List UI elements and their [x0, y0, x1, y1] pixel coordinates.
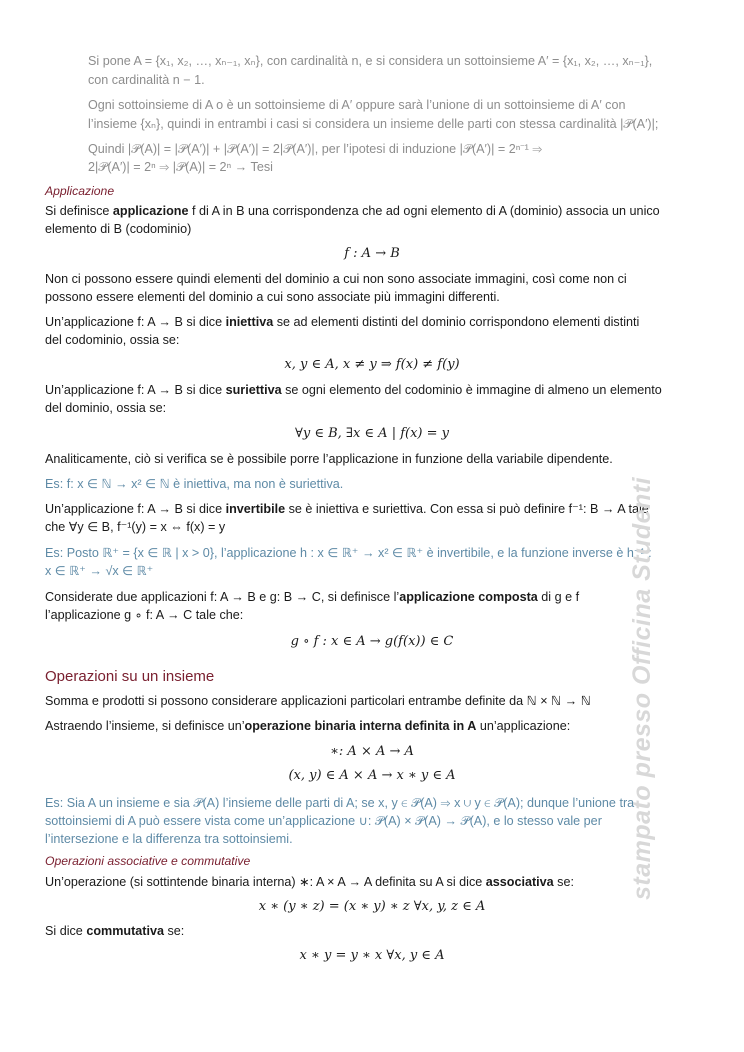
formula: (x, y) ∈ A × A → x ∗ y ∈ A — [288, 768, 456, 783]
paragraph-line: possono essere elementi del dominio a cui sono associate più immagini differenti. — [45, 290, 500, 304]
example-line: Es: Posto ℝ⁺ = {x ∈ ℝ | x > 0}, l’applicazione h : x ∈ ℝ⁺ → x² ∈ ℝ⁺ è invertibile, e la funzione inverse è h⁻¹ : — [45, 546, 652, 560]
definition-line: Si definisce applicazione f di A in B una corrispondenza che ad ogni elemento di A (dominio) associa un unico — [45, 204, 660, 218]
invertible-line: Un’applicazione f: A → B si dice invertibile se è iniettiva e suriettiva. Con essa si può definire f⁻¹: B → A tale — [45, 502, 649, 516]
surjective-line: del dominio, ossia se: — [45, 401, 167, 415]
paragraph-line: Somma e prodotti si possono considerare applicazioni particolari entrambe definite da ℕ × ℕ → ℕ — [45, 694, 591, 708]
intro-line: l’insieme {xₙ}, quindi in entrambi i casi si considera un insieme delle parti con stessa cardinalità |𝒫(A′)|; — [88, 117, 659, 131]
example-line: Es: Sia A un insieme e sia 𝒫(A) l’insieme delle parti di A; se x, y ∈ 𝒫(A) ⇒ x ∪ y ∈ 𝒫(A); dunque l’unione tra — [45, 796, 635, 810]
formula: g ∘ f : x ∈ A → g(f(x)) ∈ C — [290, 634, 454, 649]
paragraph-line: Astraendo l’insieme, si definisce un’operazione binaria interna definita in A un’applicazione: — [45, 719, 571, 733]
intro-line: Quindi |𝒫(A)| = |𝒫(A′)| + |𝒫(A′)| = 2|𝒫(A′)|, per l’ipotesi di induzione |𝒫(A′)| = 2ⁿ⁻¹ ⇒ — [88, 142, 543, 156]
intro-line: 2|𝒫(A′)| = 2ⁿ ⇒ |𝒫(A)| = 2ⁿ → Tesi — [88, 160, 273, 174]
watermark: stampato presso Officina Studenti — [628, 476, 656, 900]
surjective-line: Un’applicazione f: A → B si dice suriettiva se ogni elemento del codominio è immagine di almeno un elemento — [45, 383, 662, 397]
intro-line: Ogni sottoinsieme di A o è un sottoinsieme di A′ oppure sarà l’unione di un sottoinsieme di A′ con — [88, 98, 626, 112]
formula: x ∗ y = y ∗ x ∀x, y ∈ A — [299, 948, 445, 963]
associative-line: Un’operazione (si sottintende binaria interna) ∗: A × A → A definita su A si dice associativa se: — [45, 875, 574, 889]
paragraph-line: Analiticamente, ciò si verifica se è possibile porre l’applicazione in funzione della variabile dipendente. — [45, 452, 613, 466]
section-heading-operazioni: Operazioni su un insieme — [45, 668, 215, 685]
example-line: x ∈ ℝ⁺ → √x ∈ ℝ⁺ — [45, 564, 154, 578]
formula: x ∗ (y ∗ z) = (x ∗ y) ∗ z ∀x, y, z ∈ A — [258, 899, 486, 914]
section-heading-applicazione: Applicazione — [45, 184, 115, 198]
example-line: sottoinsiemi di A può essere vista come un’applicazione ∪: 𝒫(A) × 𝒫(A) → 𝒫(A), e lo stesso vale per — [45, 814, 602, 828]
formula: f : A → B — [344, 246, 400, 261]
subsection-heading: Operazioni associative e commutative — [45, 854, 251, 868]
composition-line: Considerate due applicazioni f: A → B e g: B → C, si definisce l’applicazione composta di g e f — [45, 590, 580, 604]
composition-line: l’applicazione g ∘ f: A → C tale che: — [45, 608, 244, 622]
injective-line: Un’applicazione f: A → B si dice iniettiva se ad elementi distinti del dominio corrispondono elementi distinti — [45, 315, 640, 329]
formula: ∀y ∈ B, ∃x ∈ A | f(x) = y — [295, 426, 449, 441]
paragraph-line: Non ci possono essere quindi elementi del dominio a cui non sono associate immagini, così come non ci — [45, 272, 627, 286]
formula: ∗: A × A → A — [330, 744, 414, 759]
example-line: Es: f: x ∈ ℕ → x² ∈ ℕ è iniettiva, ma non è suriettiva. — [45, 477, 344, 491]
definition-line: elemento di B (codominio) — [45, 222, 192, 236]
intro-line: con cardinalità n − 1. — [88, 73, 205, 87]
commutative-line: Si dice commutativa se: — [45, 924, 185, 938]
formula: x, y ∈ A, x ≠ y ⇒ f(x) ≠ f(y) — [284, 357, 460, 372]
example-line: l’intersezione e la differenza tra sottoinsiemi. — [45, 832, 293, 846]
invertible-line: che ∀y ∈ B, f⁻¹(y) = x ⇔ f(x) = y — [45, 520, 226, 534]
injective-line: del codominio, ossia se: — [45, 333, 180, 347]
intro-line: Si pone A = {x₁, x₂, …, xₙ₋₁, xₙ}, con cardinalità n, e si considera un sottoinsieme A′ = {x₁, x₂, …, xₙ₋₁}, — [88, 54, 653, 68]
